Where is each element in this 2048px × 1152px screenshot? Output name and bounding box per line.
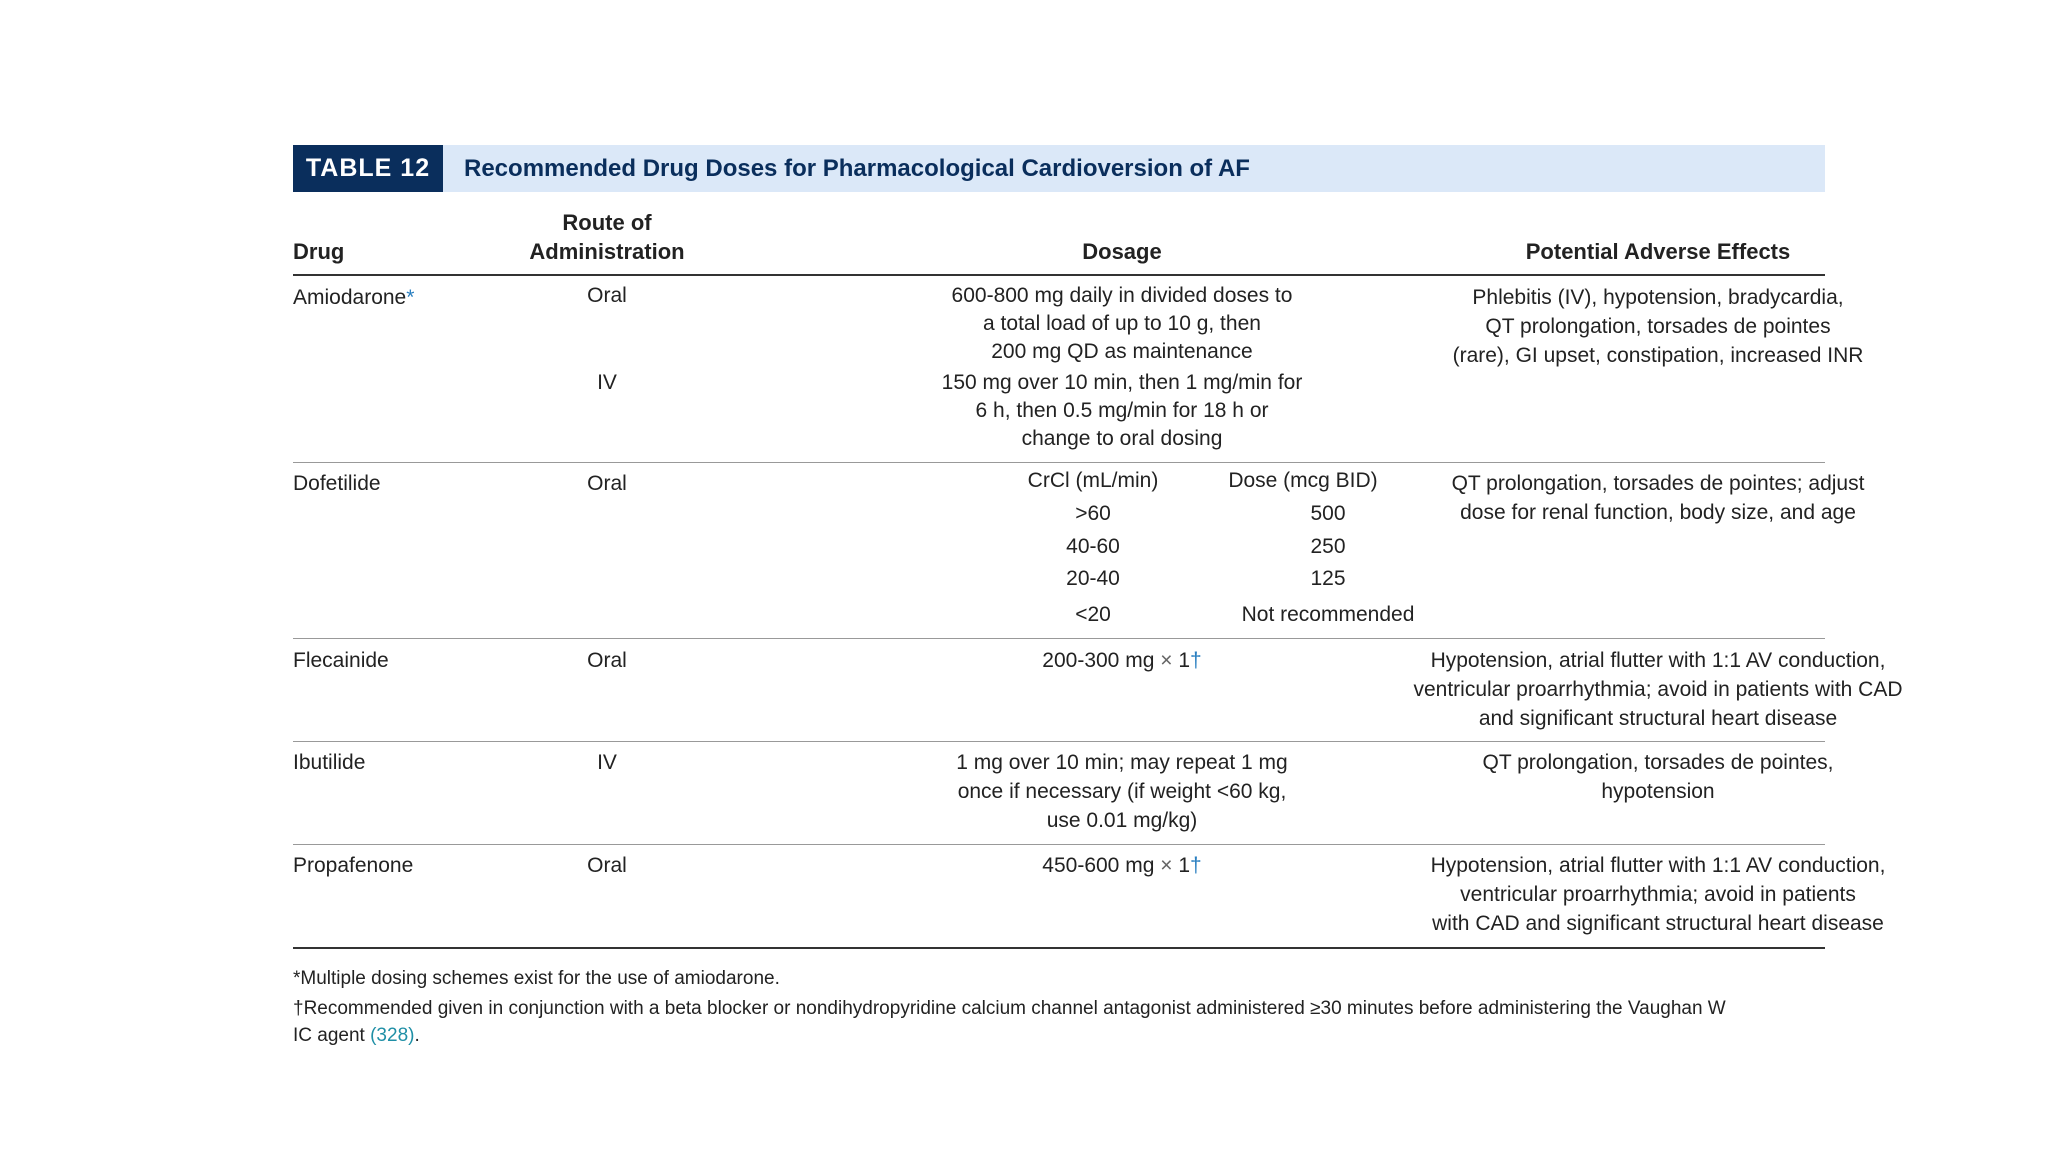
header-rule <box>293 274 1825 276</box>
table-title: Recommended Drug Doses for Pharmacological Cardioversion of AF <box>464 155 1250 182</box>
adverse-line: dose for renal function, body size, and age <box>1460 501 1856 524</box>
drug-name: Propafenone <box>293 854 414 877</box>
dosage-line: 200 mg QD as maintenance <box>991 340 1253 363</box>
drug-dose-table <box>293 145 1903 1050</box>
header-drug: Drug <box>293 239 345 264</box>
drug-name: Ibutilide <box>293 751 366 774</box>
footnote-mark: † <box>1190 854 1202 877</box>
adverse-line: QT prolongation, torsades de pointes, <box>1482 751 1834 774</box>
row-divider <box>293 741 1825 742</box>
dosage-line: change to oral dosing <box>1021 427 1223 450</box>
adverse-line: QT prolongation, torsades de pointes <box>1485 315 1831 338</box>
adverse-line: with CAD and significant structural heart disease <box>1432 912 1884 935</box>
reference-link[interactable]: (328) <box>370 1025 415 1046</box>
crcl-header: CrCl (mL/min) <box>1027 469 1159 492</box>
dosage-line: 200-300 mg × 1† <box>1042 649 1202 672</box>
dose-value: Not recommended <box>1241 603 1415 626</box>
crcl-value: >60 <box>1075 502 1111 525</box>
adverse-line: ventricular proarrhythmia; avoid in patients <box>1460 883 1856 906</box>
dose-value: 125 <box>1310 567 1346 590</box>
dosage-line: 600-800 mg daily in divided doses to <box>951 284 1293 307</box>
adverse-line: (rare), GI upset, constipation, increased INR <box>1452 344 1864 367</box>
route-cell: Oral <box>587 649 627 672</box>
route-cell: IV <box>597 371 617 394</box>
dosage-line: 1 mg over 10 min; may repeat 1 mg <box>956 751 1288 774</box>
route-cell: Oral <box>587 472 627 495</box>
header-dosage: Dosage <box>1082 239 1162 264</box>
table-label: TABLE 12 <box>293 145 443 192</box>
adverse-line: QT prolongation, torsades de pointes; adjust <box>1451 472 1865 495</box>
footnote-mark: * <box>406 286 415 309</box>
route-cell: Oral <box>587 284 627 307</box>
dose-header: Dose (mcg BID) <box>1228 469 1378 492</box>
dosage-line: use 0.01 mg/kg) <box>1046 809 1198 832</box>
adverse-line: ventricular proarrhythmia; avoid in patients with CAD <box>1413 678 1903 701</box>
route-cell: IV <box>597 751 617 774</box>
adverse-line: hypotension <box>1601 780 1715 803</box>
footnote-3: IC agent (328). <box>293 1025 420 1046</box>
drug-name: Flecainide <box>293 649 389 672</box>
header-route-line2: Administration <box>529 239 685 264</box>
table-bottom-rule <box>293 947 1825 949</box>
dosage-line: 450-600 mg × 1† <box>1042 854 1202 877</box>
footnote-2: †Recommended given in conjunction with a beta blocker or nondihydropyridine calcium channel antagonist administered ≥30 minutes before administering the Vaughan W <box>293 998 1726 1019</box>
route-cell: Oral <box>587 854 627 877</box>
header-adverse-effects: Potential Adverse Effects <box>1525 239 1791 264</box>
adverse-line: Phlebitis (IV), hypotension, bradycardia, <box>1472 286 1844 309</box>
crcl-value: <20 <box>1075 603 1111 626</box>
adverse-line: Hypotension, atrial flutter with 1:1 AV conduction, <box>1430 649 1886 672</box>
dose-value: 250 <box>1310 535 1346 558</box>
row-divider <box>293 844 1825 845</box>
drug-name: Amiodarone* <box>293 286 415 309</box>
crcl-value: 40-60 <box>1066 535 1120 558</box>
drug-name: Dofetilide <box>293 472 381 495</box>
crcl-value: 20-40 <box>1066 567 1120 590</box>
footnote-mark: † <box>1190 649 1202 672</box>
dosage-line: 6 h, then 0.5 mg/min for 18 h or <box>975 399 1269 422</box>
adverse-line: and significant structural heart disease <box>1478 707 1838 730</box>
dosage-line: 150 mg over 10 min, then 1 mg/min for <box>941 371 1303 394</box>
table-title-bar <box>293 145 1825 192</box>
footnote-1: *Multiple dosing schemes exist for the use of amiodarone. <box>293 968 780 989</box>
dosage-line: once if necessary (if weight <60 kg, <box>957 780 1287 803</box>
dosage-line: a total load of up to 10 g, then <box>983 312 1261 335</box>
header-route-line1: Route of <box>562 210 652 235</box>
dose-value: 500 <box>1310 502 1346 525</box>
row-divider <box>293 638 1825 639</box>
adverse-line: Hypotension, atrial flutter with 1:1 AV conduction, <box>1430 854 1886 877</box>
row-divider <box>293 462 1825 463</box>
